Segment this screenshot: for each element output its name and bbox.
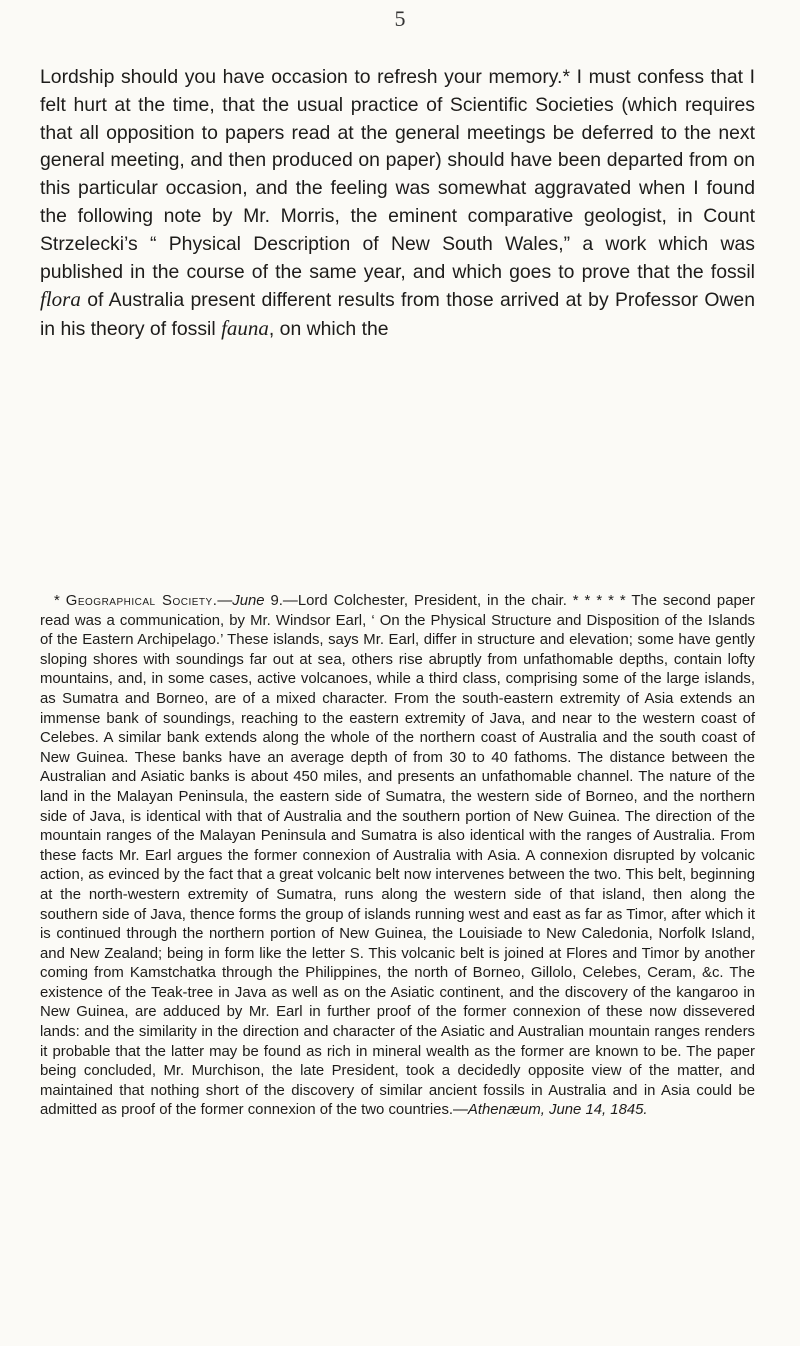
page-number: 5 [394, 6, 406, 31]
footnote-body: 9.—Lord Colchester, President, in the chair. * * * * * The second paper read was a communication, by Mr. Windsor Earl, ‘ On the Physical Structure and Disposition of the Islands of the Eastern Archipelago.’ These islands, says Mr. Earl, differ in structure and elevation; some have gently sloping shores with soundings far out at sea, others rise abruptly from unfathomable depths, contain lofty mountains, and, in some cases, active volcanoes, while a third class, comprising some of the large islands, as Sumatra and Borneo, are of a mixed character. From the south-eastern extremity of Asia extends an immense bank of soundings, reaching to the eastern extremity of Java, and near to the western coast of Celebes. A similar bank extends along the whole of the northern coast of Australia and the south coast of New Guinea. These banks have an average depth of from 30 to 40 fathoms. The distance between the Australian and Asiatic banks is about 450 miles, and presents an unfathomable channel. The nature of the land in the Malayan Peninsula, the eastern side of Sumatra, the western side of Borneo, and the northern side of Java, is identical with that of Australia and the southern portion of New Guinea. The direction of the mountain ranges of the Malayan Peninsula and Sumatra is also identical with the ranges of Australia. From these facts Mr. Earl argues the former connexion of Australia with Asia. A connexion disrupted by volcanic action, as evinced by the fact that a great volcanic belt now intervenes between the two. This belt, beginning at the north-western extremity of Sumatra, runs along the western side of that island, then along the southern side of Java, thence forms the group of islands running west and east as far as Timor, after which it is continued through the northern portion of New Guinea, the Louisiade to New Caledonia, Norfolk Island, and New Zealand; being in form like the letter S. This volcanic belt is joined at Flores and Timor by another coming from Kamstchatka through the Philippines, the north of Borneo, Gillolo, Celebes, Ceram, &c. The existence of the Teak-tree in Java as well as on the Asiatic continent, and the discovery of the kangaroo in New Guinea, are adduced by Mr. Earl in further proof of the former connexion of these now dissevered lands: and the similarity in the direction and character of the Asiatic and Australian mountain ranges renders it probable that the latter may be found as rich in mineral wealth as the former are known to be. The paper being concluded, Mr. Murchison, the late President, took a decidedly opposite view of the matter, and maintained that nothing short of the discovery of similar ancient fossils in Australia and in Asia could be admitted as proof of the former connexion of the two countries.— [40, 593, 755, 1119]
footnote-date-prefix: — [217, 593, 233, 609]
footnote-society: Geographical Society. [65, 593, 218, 609]
footnote-marker: * [54, 593, 66, 609]
body-text-part-1: Lordship should you have occasion to refresh your memory.* I must confess that I felt hurt at the time, that the usual practice of Scientific Societies (which requires that all opposition to papers read at the general meetings be deferred to the next general meeting, and then produced on paper) should have been departed from on this particular occasion, and the feeling was somewhat aggravated when I found the following note by Mr. Morris, the eminent comparative geologist, in Count Strzelecki’s “ Physical Description of New South Wales,” a work which was published in the course of the same year, and which goes to prove that the fossil [40, 66, 755, 283]
body-paragraph [40, 64, 755, 344]
footnote-source-date: June 14, 1845. [544, 1102, 648, 1119]
body-text-part-3: , on which the [268, 318, 389, 341]
footnote [40, 592, 755, 1121]
fauna-italic: fauna [221, 316, 269, 341]
body-text-part-2: of Australia present different results from those arrived at by Professor Owen in his theory of fossil [40, 289, 755, 341]
flora-italic: flora [40, 287, 81, 312]
footnote-date: June [232, 593, 265, 609]
footnote-source: Athenæum, [467, 1102, 545, 1119]
